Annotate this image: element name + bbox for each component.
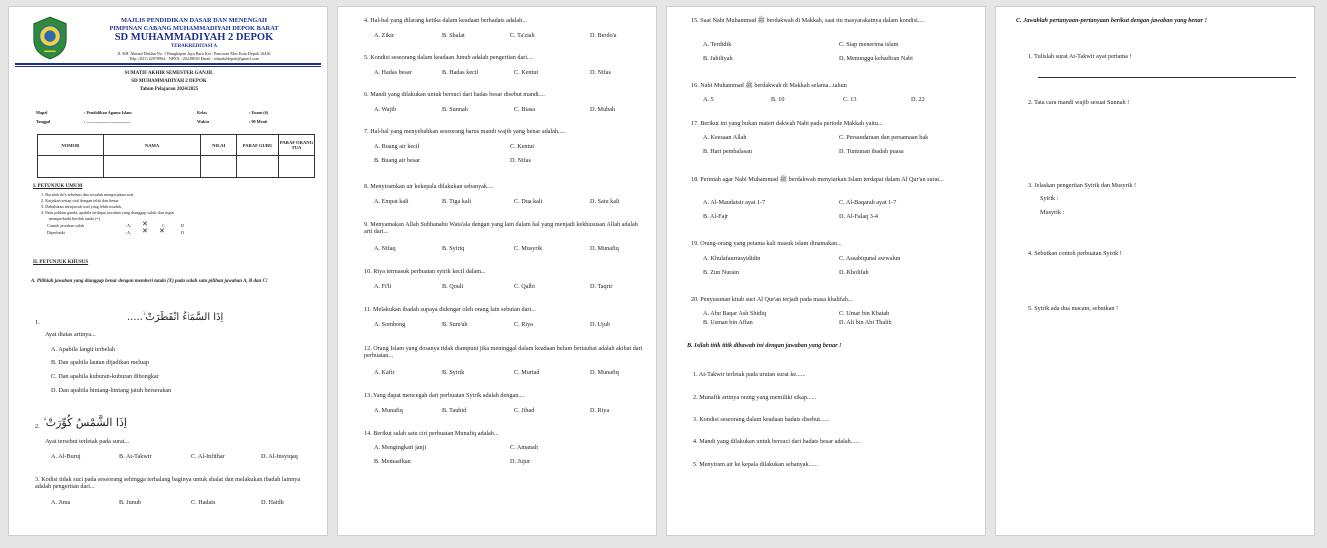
option-c[interactable]: C. 13	[843, 96, 857, 103]
option-c[interactable]: C. Umar bin Khatab	[839, 310, 890, 317]
question-text: 3. Kodisi tidak suci pada seseorang sehingga terhalang baginya untuk shalat dan melakukan ibadah lainnya adalah pengertian dari...	[35, 476, 301, 491]
option-b[interactable]: B. Sunnah	[442, 106, 468, 113]
option-b[interactable]: B. Memaafkan	[374, 458, 411, 465]
option-d[interactable]: D. Berdo'a	[590, 32, 617, 39]
cross-mark: ✕	[142, 220, 148, 228]
option-b[interactable]: B. Tauhid	[442, 407, 467, 414]
contoh-opts: : A,	[125, 223, 132, 228]
header-org1: MAJLIS PENDIDIKAN DASAR DAN MENENGAH	[121, 17, 267, 24]
petunjuk-item: 3. Dahulukan menjawab soal yang lebih mudah.	[41, 204, 122, 209]
mapel-value: : Pendidikan Agama Islam	[84, 110, 132, 115]
option-a[interactable]: A. Munafiq	[374, 407, 403, 414]
diperbaiki-opts: : A,	[125, 230, 132, 235]
option-c[interactable]: C. Kentut	[514, 69, 539, 76]
option-c[interactable]: C. Al-Baqarah ayat 1-7	[839, 199, 897, 206]
option-a[interactable]: A. Buang air kecil	[374, 143, 420, 150]
syirik-label: Syirik :	[1040, 195, 1059, 202]
option-d[interactable]: D. Al-Insyiqaq	[261, 453, 298, 460]
option-a[interactable]: A. Sombong	[374, 321, 406, 328]
option-b[interactable]: B. Shalat	[442, 32, 465, 39]
option-d[interactable]: D. Munafiq	[590, 245, 619, 252]
option-a[interactable]: A. Al-Maudatsir ayat 1-7	[703, 199, 766, 206]
option-b[interactable]: B. Syirik	[442, 369, 465, 376]
essay-question: 4. Sebutkan contoh perbuatan Syirik !	[1028, 250, 1122, 257]
tanggal-value: : ..........................................	[84, 119, 131, 124]
option-c[interactable]: C. Al-Infithar	[191, 453, 225, 460]
waktu-label: Waktu	[197, 119, 210, 124]
option-d[interactable]: D. Nifas	[510, 157, 531, 164]
option-b[interactable]: B. Tiga kali	[442, 198, 472, 205]
contoh-d: D	[181, 223, 185, 228]
option-c[interactable]: C. Riya	[514, 321, 533, 328]
exam-title: SUMATIF AKHIR SEMESTER GANJIL	[124, 71, 214, 76]
option-b[interactable]: B. 10	[771, 96, 785, 103]
option-d[interactable]: D. Munafiq	[590, 369, 619, 376]
header-rule-thin	[15, 66, 321, 67]
option-a[interactable]: A. Khulafaurrasyididin	[703, 255, 761, 262]
option-c[interactable]: C. Jihad	[514, 407, 535, 414]
school-logo	[31, 15, 69, 61]
petunjuk-item: 4. Pada pilihan ganda, apabila terdapat jawaban yang dianggap salah, dan ingin	[41, 210, 174, 215]
option-b[interactable]: B. Jahiliyah	[703, 55, 733, 62]
fill-in-item[interactable]: 5. Menyiram air ke kepala dilakukan sebanyak......	[693, 461, 818, 468]
score-col-paraf-guru: PARAF GURU	[237, 135, 279, 156]
header-school: SD MUHAMMADIYAH 2 DEPOK	[114, 32, 274, 43]
section-b-title: B. Isilah titik titik dibawah ini dengan jawaban yang benar !	[687, 342, 842, 349]
option-b[interactable]: B. Qouli	[442, 283, 464, 290]
option-a[interactable]: A. Terdidik	[703, 41, 732, 48]
option-c[interactable]: C. Biasa	[514, 106, 535, 113]
option-a[interactable]: A. Nifaq	[374, 245, 396, 252]
score-table	[37, 134, 315, 178]
question-text: 9. Menyamakan Allah Subhanahu Wata'ala dengan yang lain dalam hal yang menjadi kekhususan Allah adalah arti dari...	[364, 221, 638, 236]
option-a[interactable]: A. Empat kali	[374, 198, 409, 205]
petunjuk-item: memperbaiki berilah tanda (=).	[49, 216, 102, 221]
fill-in-item[interactable]: 4. Mandi yang dilakukan untuk bersuci dari hadats besar adalah......	[693, 438, 861, 445]
score-cell[interactable]	[103, 156, 201, 178]
option-b[interactable]: B. Sum'ah	[442, 321, 468, 328]
question-text: 8. Menyiramkan air kekepala dilakukan sebanyak....	[364, 183, 494, 190]
question-text: Ayat diatas artinya...	[45, 331, 96, 338]
diperbaiki-label: Diperbaiki	[47, 230, 65, 235]
option-b[interactable]: B. Usman bin Affan	[703, 319, 753, 326]
question-text: 14. Berikut salah satu ciri perbuatan Munafiq adalah...	[364, 430, 499, 437]
option-b[interactable]: B. Syiriq	[442, 245, 465, 252]
question-number: 2.	[35, 423, 40, 430]
question-text: 11. Melakukan ibadah supaya didengar oleh orang lain sebutan dari...	[364, 306, 536, 313]
question-text: 12. Orang Islam yang dosanya tidak diampuni jika meninggal dalam keadaan belum bertaubat adalah akibat dari perbuatan...	[364, 345, 643, 360]
question-text: 7. Hal-hal yang menyebabkan seseorang harus mandi wajib yang benar adalah.....	[364, 128, 566, 135]
score-col-nomor: NOMOR	[38, 135, 104, 156]
option-b[interactable]: B. Hari pembalasan	[703, 148, 752, 155]
petunjuk-khusus-title: II. PETUNJUK KHUSUS	[33, 260, 89, 265]
option-d[interactable]: D. Tuntunan ibadah puasa	[839, 148, 904, 155]
header-org2: PIMPINAN CABANG MUHAMMADIYAH DEPOK BARAT	[109, 25, 279, 32]
contoh-label: Contoh jawaban salah	[47, 223, 84, 228]
option-b[interactable]: B. At-Takwir	[119, 453, 152, 460]
option-d[interactable]: D. Kholifah	[839, 269, 869, 276]
option-d[interactable]: D. Menunggu kehadiran Nabi	[839, 55, 913, 62]
question-text: 16. Nabi Muhammad ﷺ berdakwah di Makkah selama...tahun	[691, 82, 847, 89]
option-a[interactable]: A. Zikir	[374, 32, 394, 39]
fill-in-item[interactable]: 3. Kondisi seseorang dalam keadaan hadats disebut......	[693, 416, 830, 423]
petunjuk-umum-title: I. PETUNJUK UMUM	[33, 184, 83, 189]
exam-year: Tahun Pelajaran 2024/2025	[139, 87, 199, 92]
option-c[interactable]: C. Amanah	[510, 444, 538, 451]
kelas-label: Kelas	[197, 110, 208, 115]
question-text: 4. Hal-hal yang dilarang ketika dalam keadaan berhadats adalah...	[364, 17, 527, 24]
section-c-title: C. Jawablah pertanyaan-pertanyaan berikut dengan jawaban yang benar !	[1016, 17, 1207, 24]
option-a[interactable]: A. 5	[703, 96, 714, 103]
musyrik-label: Musyrik :	[1040, 209, 1065, 216]
exam-page-4	[995, 6, 1315, 536]
option-c[interactable]: C. Qalbi	[514, 283, 535, 290]
option-a[interactable]: A. Keesaan Allah	[703, 134, 747, 141]
contoh-c: C.	[162, 223, 166, 228]
essay-question: 5. Syirik ada dua macam, sebutkan !	[1028, 305, 1119, 312]
waktu-value: : 90 Menit	[249, 119, 268, 124]
score-cell[interactable]	[38, 156, 104, 178]
exam-page-3	[666, 6, 986, 536]
option-b[interactable]: B. Hadas kecil	[442, 69, 479, 76]
option-b[interactable]: B. Al-Fajr	[703, 213, 729, 220]
question-text: 17. Berikut ini yang bukan materi dakwah Nabi pada periode Makkah yaitu...	[691, 120, 883, 127]
exam-page-2	[337, 6, 657, 536]
mapel-label: Mapel	[36, 110, 48, 115]
option-a[interactable]: A. Al-Buruj	[51, 453, 81, 460]
fill-in-item[interactable]: 2. Munafik artinya orang yang memiliki sikap......	[693, 394, 817, 401]
essay-question: 2. Tata cara mandi wajib sesuai Sunnah !	[1028, 99, 1130, 106]
header-rule	[15, 63, 321, 65]
answer-line[interactable]	[1038, 77, 1296, 78]
score-col-nama: NAMA	[103, 135, 201, 156]
option-d[interactable]: D. Al-Falaq 3-4	[839, 213, 879, 220]
option-a[interactable]: A. Jima	[51, 499, 71, 506]
option-b[interactable]: B. Dan apabila lautan dijadikan meluap	[51, 359, 149, 366]
option-c[interactable]: C. Dan apabila kuburan-kuburan dibongkar	[51, 373, 159, 380]
option-d[interactable]: D. Satu kali	[590, 198, 620, 205]
option-c[interactable]: C. Musyrik	[514, 245, 543, 252]
option-a[interactable]: A. Abu Baqar Ash Shidiq	[703, 310, 767, 317]
option-c[interactable]: C. Murtad	[514, 369, 540, 376]
score-cell[interactable]	[279, 156, 315, 178]
question-text: 19. Orang-orang yang petama kali masuk islam dinamakan...	[691, 240, 842, 247]
option-d[interactable]: D. Ali bin Abi Thalib	[839, 319, 892, 326]
option-a[interactable]: A. Fi'li	[374, 283, 392, 290]
option-c[interactable]: C. Hadats	[191, 499, 216, 506]
option-d[interactable]: D. Dan apabila bintang-bintang jatuh berserakan	[51, 387, 172, 394]
essay-question: 3. Jelaskan pengertian Syirik dan Musyrik !	[1028, 182, 1137, 189]
option-d[interactable]: D. Haidh	[261, 499, 284, 506]
option-d[interactable]: D. Riya	[590, 407, 610, 414]
exam-school: SD MUHAMMADIYAH 2 DEPOK	[131, 79, 207, 84]
essay-question: 1. Tulislah surat At-Takwir ayat pertama !	[1028, 53, 1132, 60]
question-text: 10. Riya termasuk perbuatan syirik kecil dalam...	[364, 268, 486, 275]
petunjuk-item: 1. Bacalah do'a sebelum dan sesudah mengerjakan soal.	[41, 192, 135, 197]
option-b[interactable]: B. Buang air besar	[374, 157, 421, 164]
petunjuk-item: 2. Kerjakan setiap soal dengan teliti dan benar.	[41, 198, 120, 203]
option-c[interactable]: C. Ta'ziah	[510, 32, 535, 39]
option-a[interactable]: A. Mengingkari janji	[374, 444, 427, 451]
cross-mark-corrected: ✕	[142, 227, 148, 235]
option-a[interactable]: A. Hadas besar	[374, 69, 412, 76]
option-c[interactable]: C. Siap menerima islam	[839, 41, 899, 48]
score-cell[interactable]	[237, 156, 279, 178]
score-col-paraf-ortu: PARAF ORANG TUA	[279, 135, 315, 156]
arabic-verse: اِذَا الشَّمْسُ كُوِّرَتْ ۙ	[43, 416, 127, 429]
header-contact: Telp. (021) 22978964 · NPSN : 20228030 Email : sdmuh2depok@gmail.com	[129, 56, 259, 61]
header-address: Jl. KH. Ahmad Dahlan No. 1 Bungkapan Jaya Baru Kec. Pancoran Mas Kota Depok 16436	[117, 51, 271, 56]
question-text: 13. Yang dapat mencegah dari perbuatan Syirik adalah dengan....	[364, 392, 525, 399]
arabic-verse: اِذَا السَّمَاۤءُ انْفَطَرَتْ ۙ.....	[127, 312, 224, 323]
question-text: 6. Mandi yang dilakukan untuk bersuci dari hadas besar disebut mandi....	[364, 91, 545, 98]
option-c[interactable]: C. Assabiqunal awwalun	[839, 255, 901, 262]
kelas-value: : Enam (6)	[249, 110, 269, 115]
option-c[interactable]: C. Persaudaraan dan persamaan hak	[839, 134, 929, 141]
fill-in-item[interactable]: 1. At-Takwir terletak pada urutan surat ke......	[693, 371, 806, 378]
diperbaiki-d: D	[181, 230, 185, 235]
option-c[interactable]: C. Dua kali	[514, 198, 543, 205]
option-a[interactable]: A. Kafir	[374, 369, 395, 376]
question-number: 1.	[35, 319, 40, 326]
question-text: 20. Penyusunan kitab suci Al Qur'an terjadi pada masa khalifah...	[691, 296, 853, 303]
option-b[interactable]: B. Zun Nurain	[703, 269, 739, 276]
question-text: 18. Perintah agar Nabi Muhammad ﷺ berdakwah menyiarkan Islam terdapat dalam Al Qur'an surat...	[691, 176, 944, 183]
question-text: 5. Kondisi seseorang dalam keadaan Junub adalah pengertian dari....	[364, 54, 534, 61]
score-cell[interactable]	[201, 156, 237, 178]
score-col-nilai: NILAI	[201, 135, 237, 156]
section-a-instruction: A. Pilihlah jawaban yang dianggap benar dengan memberi tanda (X) pada salah satu pilihan jawaban A, B dan C!	[31, 279, 268, 284]
tanggal-label: Tanggal	[36, 119, 51, 124]
exam-page-1	[8, 6, 328, 536]
option-a[interactable]: A. Wajib	[374, 106, 397, 113]
option-d[interactable]: D. Taqrir	[590, 283, 613, 290]
option-d[interactable]: D. Ujub	[590, 321, 610, 328]
option-a[interactable]: A. Apabila langit terbelah	[51, 346, 115, 353]
option-b[interactable]: B. Junub	[119, 499, 142, 506]
header-accreditation: TERAKREDITASI A	[170, 44, 218, 49]
question-text: Ayat tersebut terletak pada surat...	[45, 438, 130, 445]
option-d[interactable]: D. Jujur	[510, 458, 530, 465]
option-d[interactable]: D. 22	[911, 96, 925, 103]
question-text: 15. Saat Nabi Muhammad ﷺ berdakwah di Makkah, saat itu masyarakatnya dalam kondisi....	[691, 17, 924, 24]
option-d[interactable]: D. Mubah	[590, 106, 616, 113]
option-c[interactable]: C. Kentut	[510, 143, 535, 150]
option-d[interactable]: D. Nifas	[590, 69, 611, 76]
cross-mark: ✕	[159, 227, 165, 235]
